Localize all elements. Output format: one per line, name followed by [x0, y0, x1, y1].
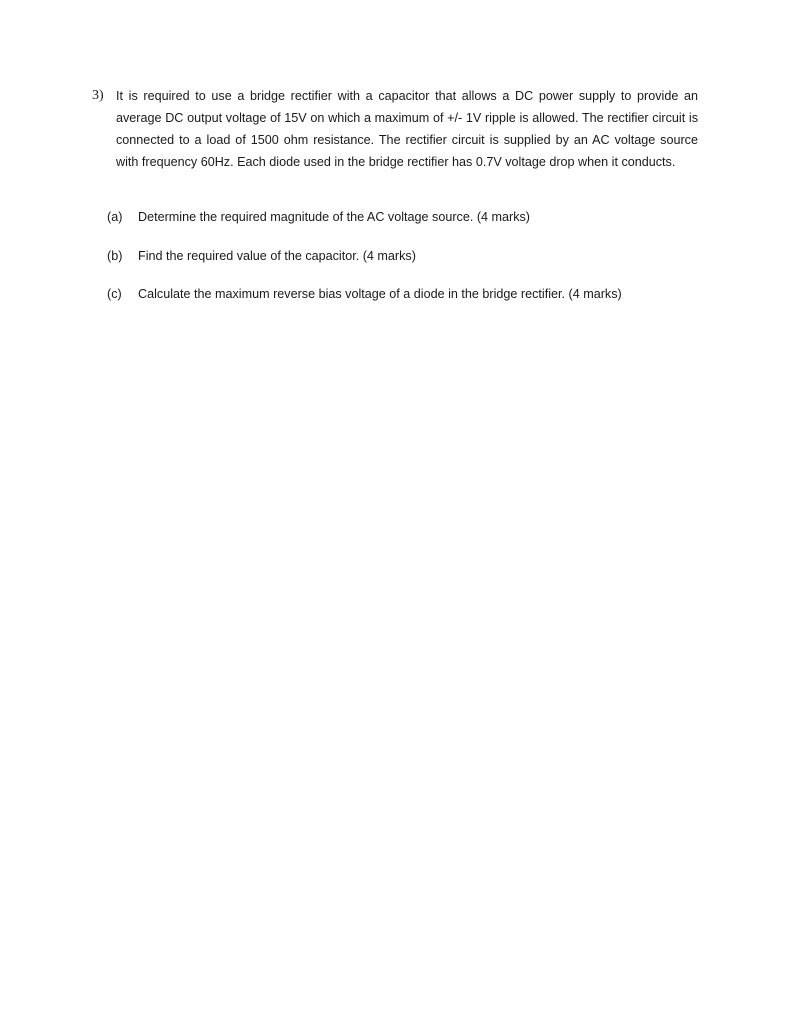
question-number: 3)	[92, 88, 104, 103]
part-b-label: (b)	[107, 249, 123, 263]
part-c-text: Calculate the maximum reverse bias voltage of a diode in the bridge rectifier. (4 marks)	[138, 287, 622, 301]
part-a-label: (a)	[107, 210, 123, 224]
part-a-text: Determine the required magnitude of the AC voltage source. (4 marks)	[138, 210, 530, 224]
part-b-text: Find the required value of the capacitor. (4 marks)	[138, 249, 416, 263]
part-c-label: (c)	[107, 287, 122, 301]
question-text: It is required to use a bridge rectifier with a capacitor that allows a DC power supply to provide an average DC output voltage of 15V on which a maximum of +/- 1V ripple is allowed. The rectifier circuit is connected to a load of 1500 ohm resistance. The rectifier circuit is supplied by an AC voltage source with frequency 60Hz. Each diode used in the bridge rectifier has 0.7V voltage drop when it conducts.	[116, 89, 698, 169]
